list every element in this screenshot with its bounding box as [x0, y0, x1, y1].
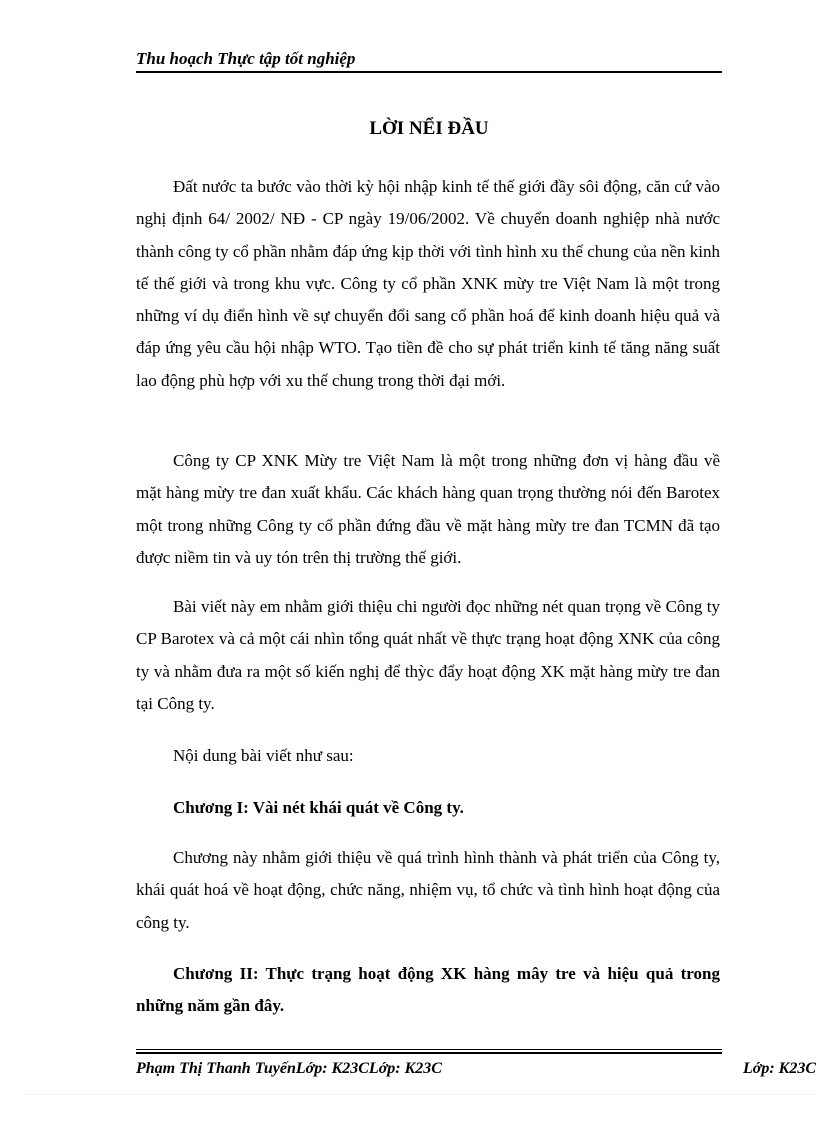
page-bottom-divider	[24, 1094, 816, 1095]
footer-author: Phạm Thị Thanh TuyếnLớp: K23CLớp: K23C	[136, 1060, 442, 1077]
document-heading: LỜI NỂI ĐẦU	[369, 118, 489, 139]
page-header	[136, 48, 722, 73]
paragraph-contents-intro: Nội dung bài viết như sau:	[173, 746, 354, 765]
paragraph-intro: Đất nước ta bước vào thời kỳ hội nhập kinh tế thế giới đầy sôi động, căn cứ vào nghị định 64/ 2002/ NĐ - CP ngày 19/06/2002. Về chuyển doanh nghiệp nhà nước thành công ty cổ phần nhằm đáp ứng kịp thời với tình hình xu thế chung của nền kinh tế thế giới và trong khu vực. Công ty cổ phần XNK mừy tre Việt Nam là một trong những ví dụ điển hình về sự chuyển đổi sang cổ phần hoá để kinh doanh hiệu quả và đáp ứng yêu cầu hội nhập WTO. Tạo tiền đề cho sự phát triển kinh tế tăng năng suất lao động phù hợp với xu thế chung trong thời đại mới.	[136, 177, 720, 390]
footer-class: Lớp: K23C	[742, 1060, 816, 1077]
page-footer	[136, 1049, 816, 1081]
chapter-1-heading: Chương I: Vài nét khái quát về Công ty.	[173, 798, 464, 817]
footer-rule-thin	[136, 1049, 722, 1050]
paragraph-purpose: Bài viết này em nhằm giới thiệu chi người đọc những nét quan trọng về Công ty CP Barotex và cả một cái nhìn tổng quát nhất về thực trạng hoạt động XNK của công ty và nhằm đưa ra một số kiến nghị để thỳc đẩy hoạt động XK mặt hàng mừy tre đan tại Công ty.	[136, 597, 720, 713]
chapter-2-heading: Chương II: Thực trạng hoạt động XK hàng mây tre và hiệu quả trong những năm gần đây.	[136, 964, 720, 1016]
footer-rule-thick	[136, 1052, 722, 1054]
header-title: Thu hoạch Thực tập tốt nghiệp	[136, 49, 356, 68]
paragraph-company: Công ty CP XNK Mừy tre Việt Nam là một trong những đơn vị hàng đầu về mặt hàng mừy tre đan xuất khẩu. Các khách hàng quan trọng thường nói đến Barotex một trong những Công ty cổ phần đứng đầu về mặt hàng mừy tre đan TCMN đã tạo được niềm tin và uy tón trên thị trường thế giới.	[136, 451, 720, 567]
header-rule	[136, 71, 722, 73]
paragraph-chapter-1: Chương này nhằm giới thiệu về quá trình hình thành và phát triển của Công ty, khái quát hoá về hoạt động, chức năng, nhiệm vụ, tổ chức và tình hình hoạt động của công ty.	[136, 848, 720, 932]
